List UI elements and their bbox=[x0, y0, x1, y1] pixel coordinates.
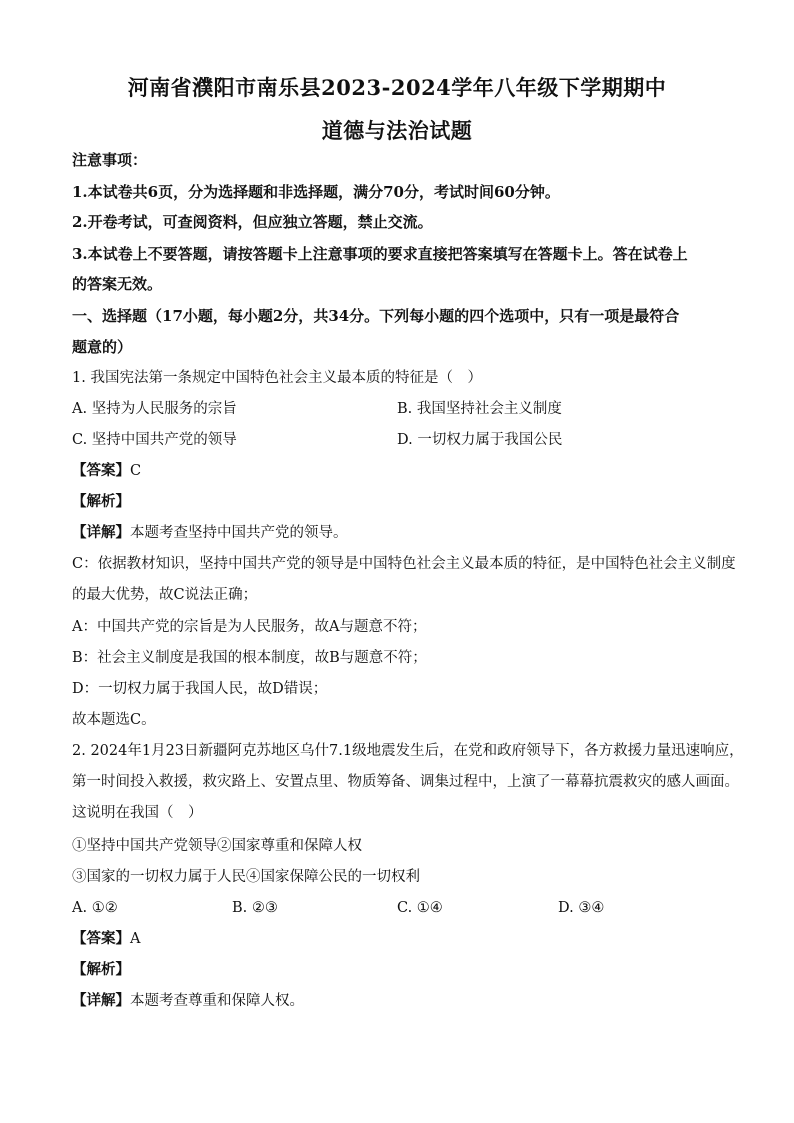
detail-tag: 【详解】 bbox=[72, 524, 130, 541]
notice-item: 3.本试卷上不要答题，请按答题卡上注意事项的要求直接把答案填写在答题卡上。答在试卷上 bbox=[72, 245, 688, 263]
detail-text: 本题考查坚持中国共产党的领导。 bbox=[130, 525, 348, 541]
question-2-option-d: D. ③④ bbox=[558, 900, 605, 916]
question-1-option-d: D. 一切权力属于我国公民 bbox=[397, 432, 563, 448]
question-1-option-b: B. 我国坚持社会主义制度 bbox=[397, 401, 562, 417]
question-2-stem: 这说明在我国（ ） bbox=[72, 805, 203, 821]
analysis-tag: 【解析】 bbox=[72, 493, 130, 510]
question-1-stem: 1. 我国宪法第一条规定中国特色社会主义最本质的特征是（ ） bbox=[72, 370, 482, 386]
question-2-detail bbox=[72, 991, 732, 1011]
question-1-detail bbox=[72, 523, 732, 543]
question-1-explain-line: 故本题选C。 bbox=[72, 712, 156, 728]
question-2-stem: 第一时间投入救援，救灾路上、安置点里、物质筹备、调集过程中，上演了一幕幕抗震救灾的感人画面。 bbox=[72, 774, 739, 790]
exam-title-line1: 河南省濮阳市南乐县2023-2024学年八年级下学期期中 bbox=[127, 75, 667, 100]
question-1-explain-line: B：社会主义制度是我国的根本制度，故B与题意不符； bbox=[72, 650, 427, 666]
question-2-analysis bbox=[72, 960, 732, 980]
question-2-option-a: A. ①② bbox=[72, 900, 118, 916]
notice-item: 的答案无效。 bbox=[72, 275, 163, 293]
question-1-explain-line: C：依据教材知识，坚持中国共产党的领导是中国特色社会主义最本质的特征，是中国特色社会主义制度 bbox=[72, 556, 736, 572]
notice-item: 2.开卷考试，可查阅资料，但应独立答题，禁止交流。 bbox=[72, 213, 433, 231]
analysis-tag: 【解析】 bbox=[72, 961, 130, 978]
question-2-option-b: B. ②③ bbox=[232, 900, 278, 916]
answer-value: A bbox=[130, 931, 141, 947]
section-heading-cont: 题意的） bbox=[72, 338, 133, 356]
answer-tag: 【答案】 bbox=[72, 930, 130, 947]
notice-item: 1.本试卷共6页，分为选择题和非选择题，满分70分，考试时间60分钟。 bbox=[72, 183, 560, 201]
question-2-answer bbox=[72, 929, 732, 949]
notice-heading: 注意事项： bbox=[72, 151, 148, 169]
question-1-option-a: A. 坚持为人民服务的宗旨 bbox=[72, 401, 237, 417]
answer-value: C bbox=[130, 463, 142, 479]
question-1-analysis bbox=[72, 492, 732, 512]
question-1-answer bbox=[72, 461, 732, 481]
question-1-explain-line: D：一切权力属于我国人民，故D错误； bbox=[72, 681, 328, 697]
question-2-statement: ①坚持中国共产党领导②国家尊重和保障人权 bbox=[72, 838, 362, 854]
question-1-explain-line: A：中国共产党的宗旨是为人民服务，故A与题意不符； bbox=[72, 619, 427, 635]
question-2-stem: 2. 2024年1月23日新疆阿克苏地区乌什7.1级地震发生后，在党和政府领导下，各方救援力量迅速响应， bbox=[72, 743, 744, 759]
exam-title-line2: 道德与法治试题 bbox=[321, 118, 473, 143]
detail-text: 本题考查尊重和保障人权。 bbox=[130, 993, 304, 1009]
question-1-explain-line: 的最大优势，故C说法正确； bbox=[72, 587, 258, 603]
question-1-option-c: C. 坚持中国共产党的领导 bbox=[72, 432, 237, 448]
question-2-option-c: C. ①④ bbox=[397, 900, 443, 916]
question-2-statement: ③国家的一切权力属于人民④国家保障公民的一切权利 bbox=[72, 869, 420, 885]
section-heading: 一、选择题（17小题，每小题2分，共34分。下列每小题的四个选项中，只有一项是最符合 bbox=[72, 307, 680, 325]
answer-tag: 【答案】 bbox=[72, 462, 130, 479]
detail-tag: 【详解】 bbox=[72, 992, 130, 1009]
